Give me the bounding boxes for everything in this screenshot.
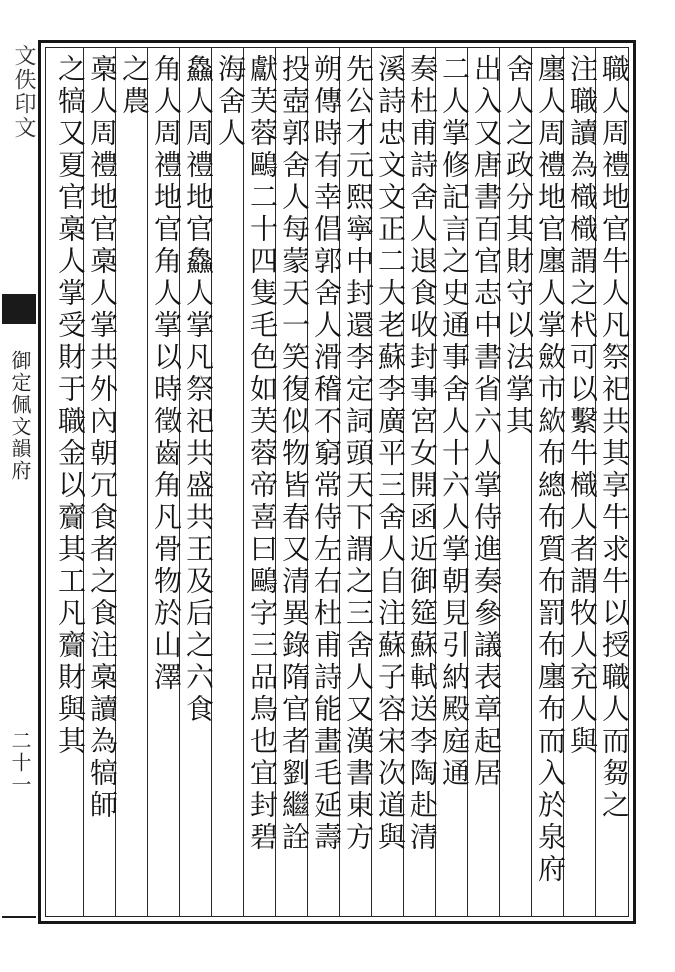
text-block — [45, 47, 629, 917]
book-title-fragment: 文佚印文 — [11, 44, 36, 140]
fish-tail-mark — [2, 294, 36, 324]
text-column: 鱻人周禮地官鱻人掌凡祭祀共盛共王及后之六食 — [182, 54, 215, 726]
text-column: 二人掌修記言之史通事舍人十六人掌朝見引納殿庭通 — [438, 54, 471, 790]
text-column: 海舍人 — [214, 54, 247, 150]
text-column: 之犒又夏官槀人掌受財于職金以齎其工凡齎財與其 — [54, 54, 87, 758]
text-column: 角人周禮地官角人掌以時徵齒角凡骨物於山澤 — [150, 54, 183, 694]
text-column: 廛人周禮地官廛人掌斂市絘布總布質布罰布廛布而入於泉府 — [534, 54, 567, 886]
collection-title: 御定佩文韻府 — [8, 350, 32, 482]
page-margin — [0, 40, 38, 924]
text-column: 獻芙蓉鷗二十四隻毛色如芙蓉帝喜曰鷗字三品鳥也宜封碧 — [246, 54, 279, 854]
text-column: 職人周禮地官牛人凡祭祀共其享牛求牛以授職人而芻之 — [598, 54, 631, 822]
text-column: 出入又唐書百官志中書省六人掌侍進奏參議表章起居 — [470, 54, 503, 790]
page-number: 二十一 — [8, 730, 32, 796]
text-column: 投壺郭舍人每蒙天一笑復似物皆春又清異錄隋官者劉繼詮 — [278, 54, 311, 854]
margin-rule — [2, 916, 36, 918]
text-column: 注職讀為樴樴謂之杙可以繫牛樴人者謂牧人充人與 — [566, 54, 599, 758]
text-column: 溪詩忠文文正二大老蘇李廣平三舍人自注蘇子容宋次道與 — [374, 54, 407, 854]
text-column: 朔傳時有幸倡郭舍人滑稽不窮常侍左右杜甫詩能畫毛延壽 — [310, 54, 343, 854]
page-frame — [38, 40, 636, 924]
text-column: 舍人之政分其財守以法掌其 — [502, 54, 535, 438]
text-column: 槀人周禮地官槀人掌共外內朝冗食者之食注槀讀為犒師 — [86, 54, 119, 822]
text-column: 奏杜甫詩舍人退食收封事宮女開函近御筵蘇軾送李陶赴清 — [406, 54, 439, 854]
text-column: 之農 — [118, 54, 151, 118]
text-column: 先公才元熙寧中封還李定詞頭天下謂之三舍人又漢書東方 — [342, 54, 375, 854]
